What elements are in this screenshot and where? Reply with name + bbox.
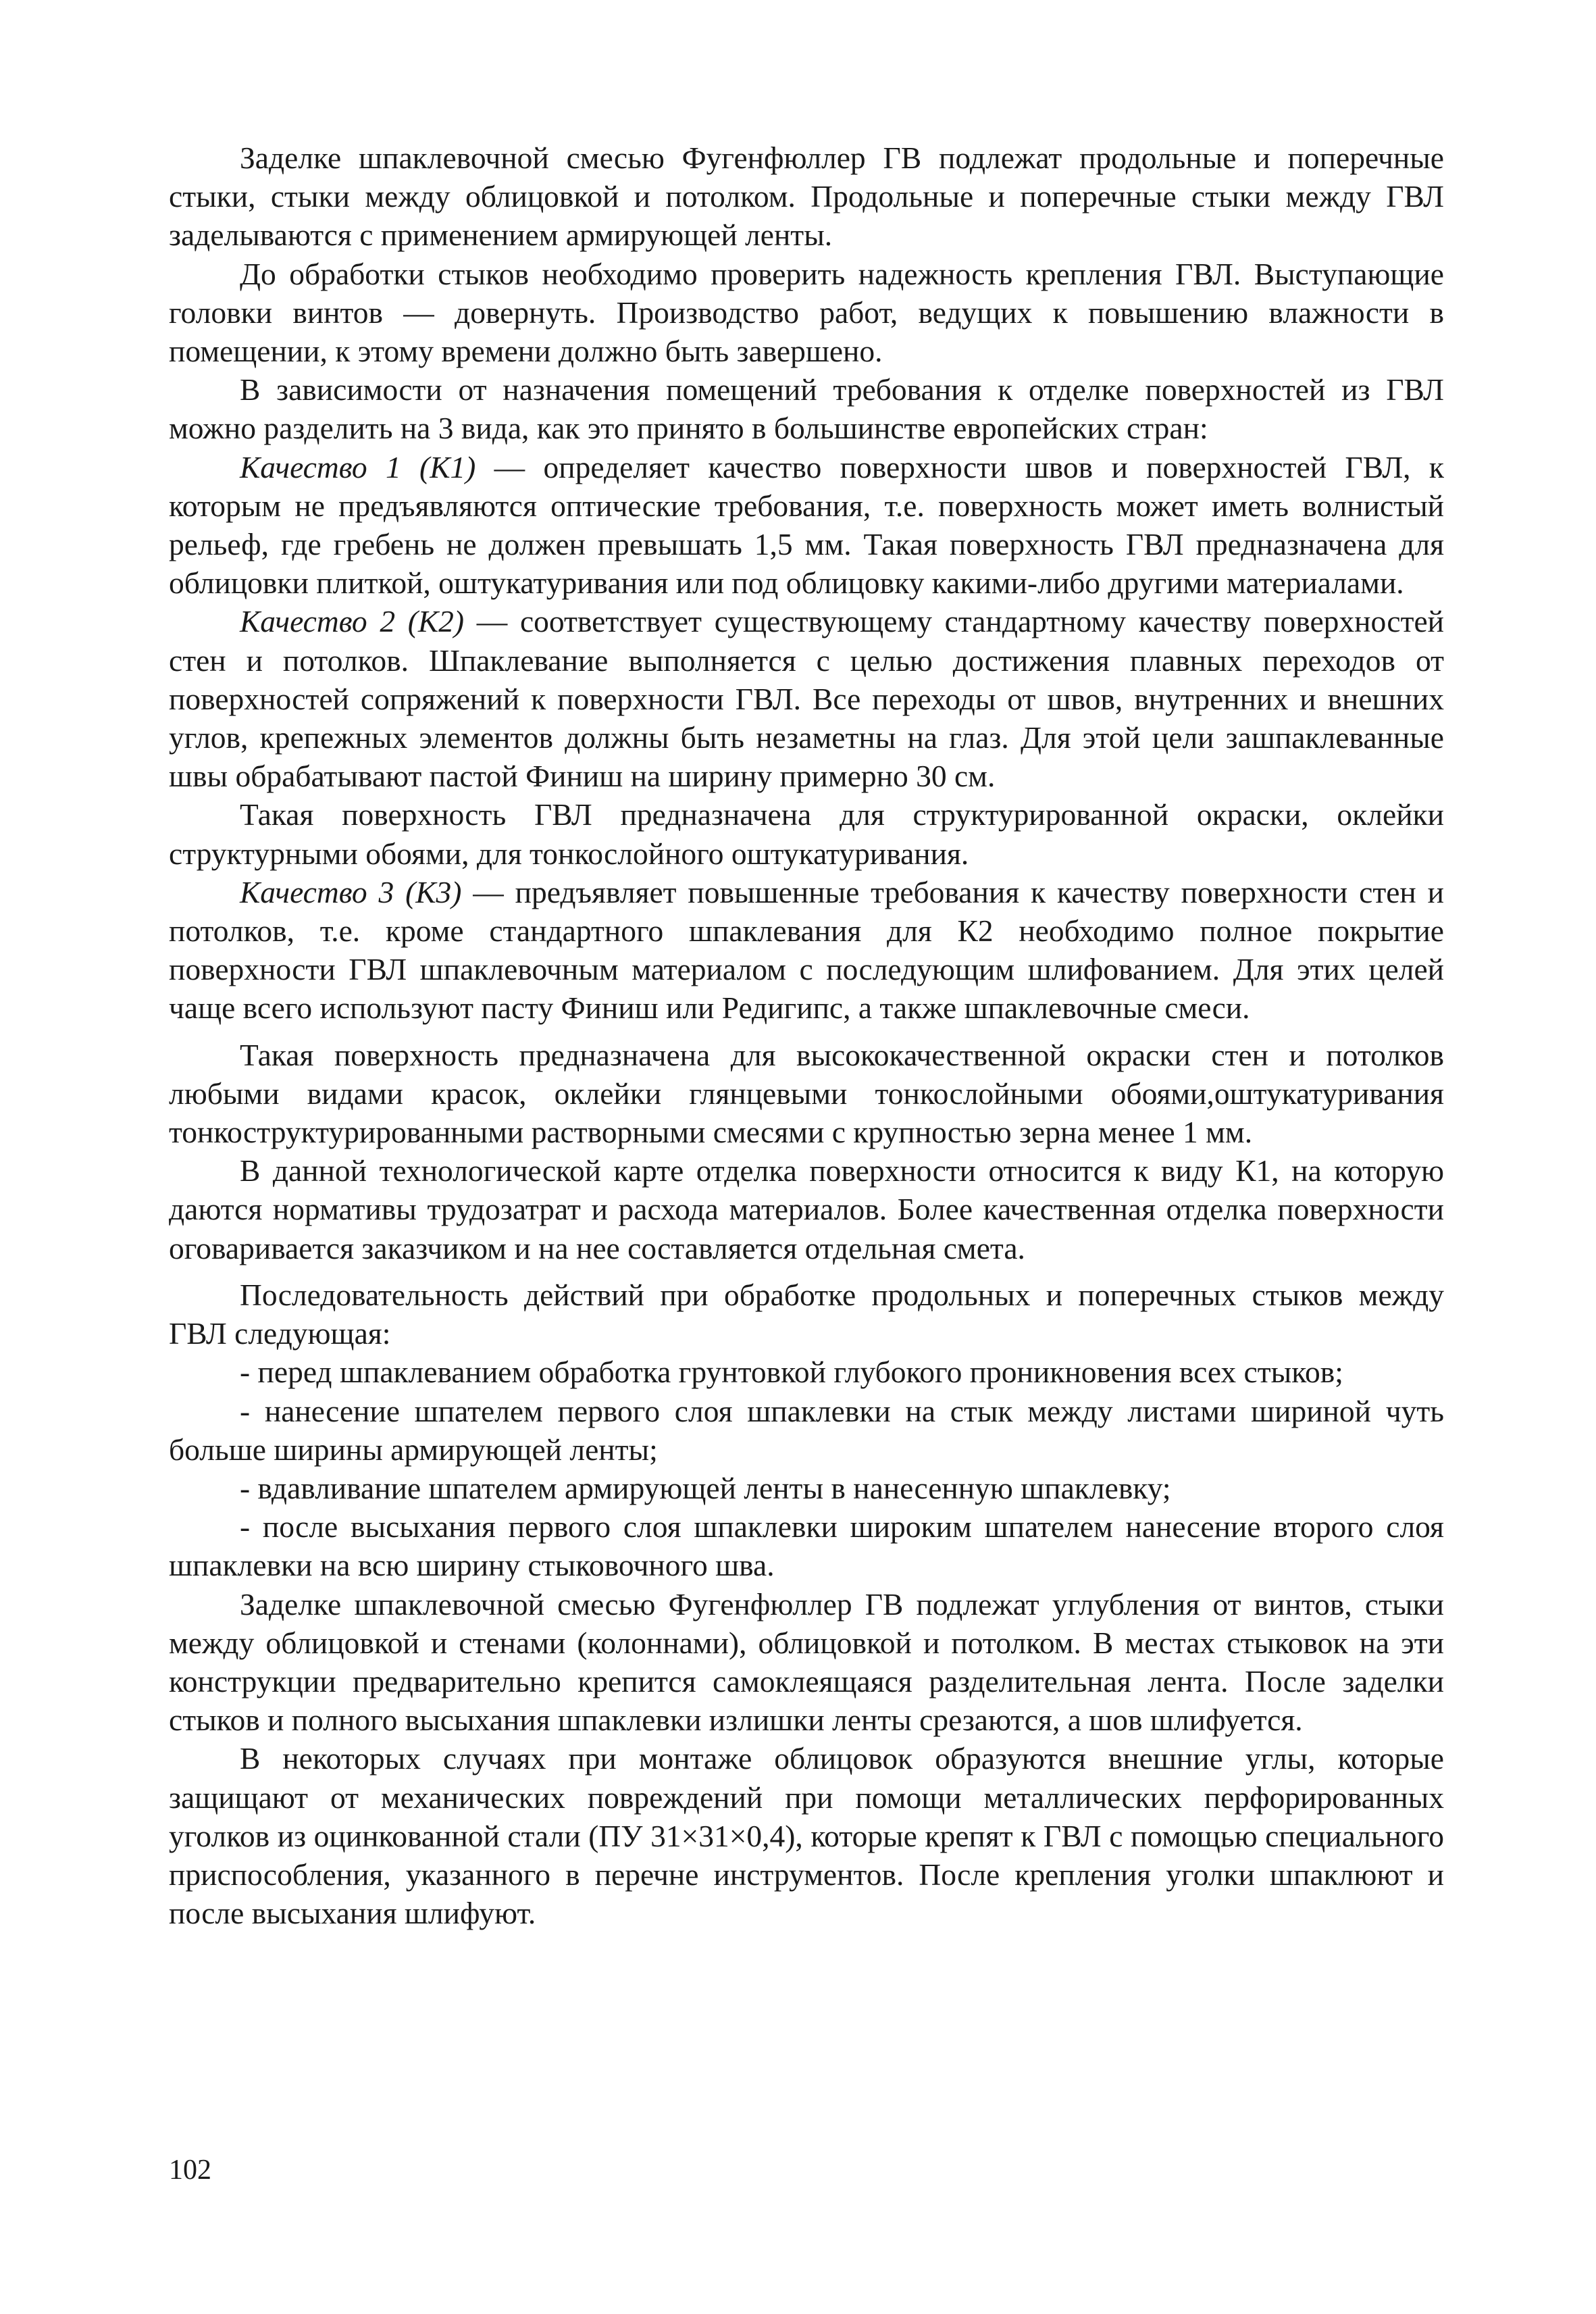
paragraph-text: - нанесение шпателем первого слоя шпаклевки на стык между листами шириной чуть больше ширины армирующей ленты; bbox=[169, 1393, 1444, 1467]
paragraph bbox=[169, 1739, 1444, 1932]
paragraph-text: - вдавливание шпателем армирующей ленты в нанесенную шпаклевку; bbox=[240, 1470, 1171, 1505]
paragraph bbox=[169, 795, 1444, 872]
paragraph bbox=[169, 139, 1444, 255]
paragraph bbox=[169, 1585, 1444, 1740]
page-body bbox=[169, 139, 1444, 1932]
paragraph bbox=[169, 1151, 1444, 1267]
paragraph-text: Заделке шпаклевочной смесью Фугенфюллер ГВ подлежат продольные и поперечные стыки, стыки между облицовкой и потолком. Продольные и поперечные стыки между ГВЛ заделываются с применением армирующей ленты. bbox=[169, 141, 1444, 253]
paragraph bbox=[169, 370, 1444, 447]
list-item bbox=[169, 1469, 1444, 1507]
quality-k2-paragraph bbox=[169, 602, 1444, 795]
paragraph-text: В некоторых случаях при монтаже облицовок образуются внешние углы, которые защищают от механических повреждений при помощи металлических перфорированных уголков из оцинкованной стали (ПУ 31×31×0,4), которые крепят к ГВЛ с помощью специального приспособления, указанного в перечне инструментов. После крепления уголки шпаклюют и после высыхания шлифуют. bbox=[169, 1741, 1444, 1931]
page-number: 102 bbox=[169, 2155, 211, 2186]
paragraph-term: Качество 3 (К3) bbox=[240, 874, 462, 909]
paragraph-text: В данной технологической карте отделка поверхности относится к виду К1, на которую даются нормативы трудозатрат и расхода материалов. Более качественная отделка поверхности оговаривается заказчиком и на нее составляется отдельная смета. bbox=[169, 1153, 1444, 1265]
paragraph-text: — соответствует существующему стандартному качеству поверхностей стен и потолков. Шпаклевание выполняется с целью достижения плавных переходов от поверхностей сопряжений к поверхности ГВЛ. Все переходы от швов, внутренних и внешних углов, крепежных элементов должны быть незаметны на глаз. Для этой цели зашпаклеванные швы обрабатывают пастой Финиш на ширину примерно 30 см. bbox=[169, 604, 1445, 794]
paragraph bbox=[169, 255, 1444, 371]
paragraph-text: До обработки стыков необходимо проверить надежность крепления ГВЛ. Выступающие головки винтов — довернуть. Производство работ, ведущих к повышению влажности в помещении, к этому времени должно быть завершено. bbox=[169, 256, 1444, 369]
paragraph-text: — определяет качество поверхности швов и поверхностей ГВЛ, к которым не предъявляются оптические требования, т.е. поверхность может иметь волнистый рельеф, где гребень не должен превышать 1,5 мм. Такая поверхность ГВЛ предназначена для облицовки плиткой, оштукатуривания или под облицовку какими-либо другими материалами. bbox=[169, 449, 1444, 601]
paragraph-text: - после высыхания первого слоя шпаклевки широким шпателем нанесение второго слоя шпаклевки на всю ширину стыковочного шва. bbox=[169, 1509, 1444, 1583]
paragraph-text: Последовательность действий при обработке продольных и поперечных стыков между ГВЛ следующая: bbox=[169, 1277, 1444, 1351]
quality-k1-paragraph bbox=[169, 448, 1444, 603]
paragraph-text: - перед шпаклеванием обработка грунтовкой глубокого проникновения всех стыков; bbox=[240, 1355, 1343, 1390]
paragraph-text: Такая поверхность предназначена для высококачественной окраски стен и потолков любыми видами красок, оклейки глянцевыми тонкослойными обоями,оштукатуривания тонкоструктурированными растворными смесями с крупностью зерна менее 1 мм. bbox=[169, 1037, 1444, 1150]
paragraph-text: — предъявляет повышенные требования к качеству поверхности стен и потолков, т.е. кроме стандартного шпаклевания для К2 необходимо полное покрытие поверхности ГВЛ шпаклевочным материалом с последующим шлифованием. Для этих целей чаще всего используют пасту Финиш или Редигипс, а также шпаклевочные смеси. bbox=[169, 874, 1445, 1026]
list-item bbox=[169, 1392, 1444, 1469]
paragraph bbox=[169, 1036, 1444, 1152]
quality-k3-paragraph bbox=[169, 873, 1444, 1028]
paragraph-text: В зависимости от назначения помещений требования к отделке поверхностей из ГВЛ можно разделить на 3 вида, как это принято в большинстве европейских стран: bbox=[169, 372, 1444, 446]
paragraph-term: Качество 2 (К2) bbox=[240, 604, 465, 639]
paragraph-text: Заделке шпаклевочной смесью Фугенфюллер ГВ подлежат углубления от винтов, стыки между облицовкой и стенами (колоннами), облицовкой и потолком. В местах стыковок на эти конструкции предварительно крепится самоклеящаяся разделительная лента. После заделки стыков и полного высыхания шпаклевки излишки ленты срезаются, а шов шлифуется. bbox=[169, 1586, 1444, 1738]
list-item bbox=[169, 1507, 1444, 1584]
list-item bbox=[169, 1353, 1444, 1391]
paragraph-text: Такая поверхность ГВЛ предназначена для структурированной окраски, оклейки структурными обоями, для тонкослойного оштукатуривания. bbox=[169, 797, 1444, 871]
paragraph bbox=[169, 1276, 1444, 1353]
paragraph-term: Качество 1 (К1) bbox=[240, 449, 476, 484]
